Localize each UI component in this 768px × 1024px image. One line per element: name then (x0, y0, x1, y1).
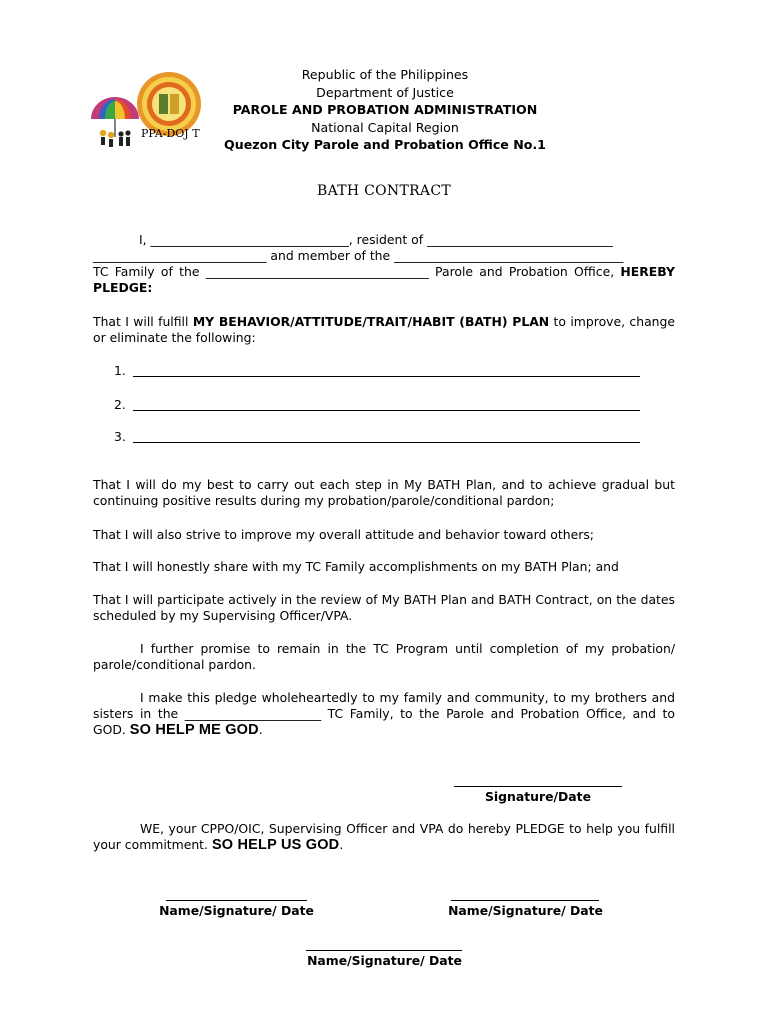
intro-line-3-text: TC Family of the ____________________________________ Parole and Probation Office, HEREBY PLEDGE: (93, 264, 675, 295)
paragraph-improve: That I will also strive to improve my overall attitude and behavior toward others; (93, 527, 594, 542)
hereby-pledge: HEREBY PLEDGE: (93, 264, 675, 295)
document-title: BATH CONTRACT (316, 183, 451, 199)
ppa-doj-logo (87, 67, 212, 157)
fulfill-paragraph (93, 314, 675, 346)
signature-line[interactable] (454, 786, 622, 787)
officer-signature-line-left[interactable] (166, 900, 307, 901)
item-3-number: 3. (114, 429, 126, 444)
header-office: Quezon City Parole and Probation Office No.1 (224, 137, 546, 152)
intro-line-2: ____________________________ and member of the _____________________________________ (93, 248, 624, 263)
so-help-us-god: SO HELP US GOD (211, 837, 340, 853)
officers-pledge-text: WE, your CPPO/OIC, Supervising Officer and VPA do hereby PLEDGE to help you fulfill your commitment. (93, 821, 675, 852)
officer-signature-line-center[interactable] (306, 950, 462, 951)
fulfill-post: to improve, change or eliminate the following: (93, 314, 676, 345)
intro-line-3 (93, 264, 675, 296)
item-2-number: 2. (114, 397, 126, 412)
fulfill-pre: That I will fulfill (93, 314, 193, 329)
header-country: Republic of the Philippines (301, 67, 469, 82)
header-agency: PAROLE AND PROBATION ADMINISTRATION (232, 102, 538, 117)
item-1-number: 1. (114, 363, 126, 378)
so-help-me-god: SO HELP ME GOD (129, 722, 259, 738)
ppa-logo-emblem (87, 67, 212, 157)
signature-date-label: Signature/Date (485, 789, 591, 804)
paragraph-promise: I further promise to remain in the TC Program until completion of my probation/ parole/conditional pardon. (93, 641, 675, 672)
paragraph-pledge (93, 690, 675, 738)
item-2-blank[interactable] (133, 410, 640, 411)
header-region: National Capital Region (311, 119, 459, 135)
pledge-period: . (258, 722, 263, 737)
pledge-text: I make this pledge wholeheartedly to my family and community, to my brothers and sisters in the ______________________ TC Family, to the Parole and Probation Office, and to GOD. (93, 690, 675, 737)
letterhead (200, 66, 570, 154)
header-department: Department of Justice (316, 84, 454, 100)
officers-pledge-period: . (339, 837, 344, 852)
paragraph-share: That I will honestly share with my TC Family accomplishments on my BATH Plan; and (93, 559, 619, 574)
paragraph-participate: That I will participate actively in the review of My BATH Plan and BATH Contract, on the dates scheduled by my Supervising Officer/VPA. (93, 592, 675, 623)
logo-caption: PPA-DOJ T (141, 127, 200, 140)
item-1-blank[interactable] (133, 376, 640, 377)
officer-signature-line-right[interactable] (451, 900, 599, 901)
item-3-blank[interactable] (133, 442, 640, 443)
paragraph-best-effort: That I will do my best to carry out each step in My BATH Plan, and to achieve gradual but continuing positive results during my probation/parole/conditional pardon; (93, 477, 675, 508)
name-sig-date-left: Name/Signature/ Date (159, 903, 314, 918)
intro-line-1: I, ________________________________, resident of ______________________________ (139, 232, 613, 247)
name-sig-date-center: Name/Signature/ Date (307, 953, 462, 968)
officers-pledge (93, 821, 675, 853)
name-sig-date-right: Name/Signature/ Date (448, 903, 603, 918)
fulfill-bold: MY BEHAVIOR/ATTITUDE/TRAIT/HABIT (BATH) PLAN (192, 314, 550, 329)
